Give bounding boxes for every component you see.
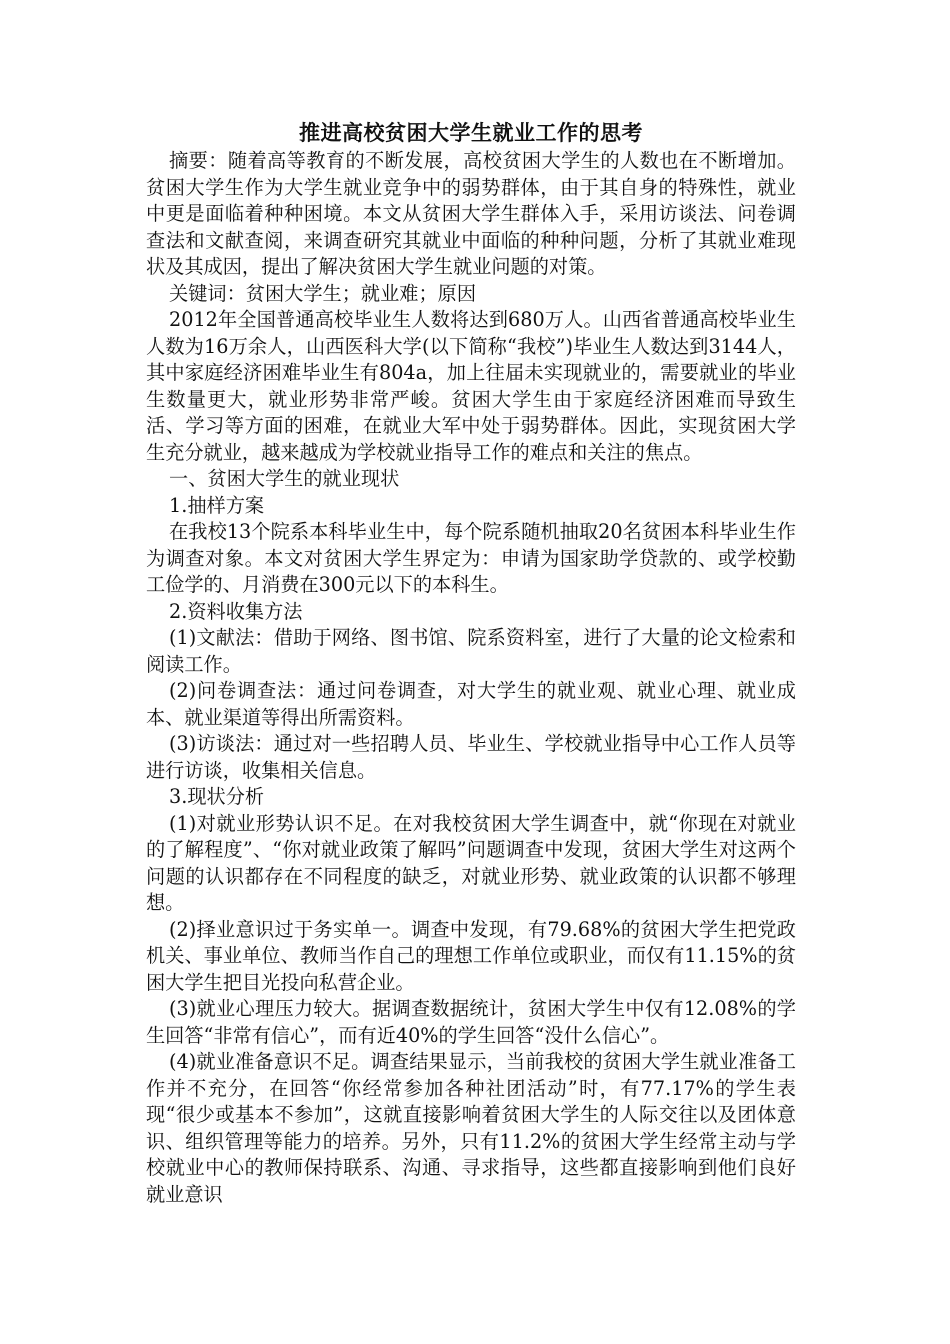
sampling-paragraph: 在我校13个院系本科毕业生中，每个院系随机抽取20名贫困本科毕业生作为调查对象。本文对贫困大学生界定为：申请为国家助学贷款的、或学校勤工俭学的、月消费在300元以下的本科生。	[146, 520, 796, 596]
intro-paragraph: 2012年全国普通高校毕业生人数将达到680万人。山西省普通高校毕业生人数为16万余人，山西医科大学(以下简称“我校”)毕业生人数达到3144人，其中家庭经济困难毕业生有804a，加上往届未实现就业的，需要就业的毕业生数量更大，就业形势非常严峻。贫困大学生由于家庭经济困难而导致生活、学习等方面的困难，在就业大军中处于弱势群体。因此，实现贫困大学生充分就业，越来越成为学校就业指导工作的难点和关注的焦点。	[146, 308, 796, 464]
method-interview: (3)访谈法：通过对一些招聘人员、毕业生、学校就业指导中心工作人员等进行访谈，收集相关信息。	[146, 732, 796, 782]
subsection-heading-3: 3.现状分析	[169, 785, 265, 808]
document-title: 推进高校贫困大学生就业工作的思考	[299, 121, 643, 145]
abstract-paragraph: 摘要：随着高等教育的不断发展，高校贫困大学生的人数也在不断增加。贫困大学生作为大学生就业竞争中的弱势群体，由于其自身的特殊性，就业中更是面临着种种困境。本文从贫困大学生群体入手，采用访谈法、问卷调查法和文献查阅，来调查研究其就业中面临的种种问题，分析了其就业难现状及其成因，提出了解决贫困大学生就业问题的对策。	[146, 149, 796, 278]
method-literature: (1)文献法：借助于网络、图书馆、院系资料室，进行了大量的论文检索和阅读工作。	[146, 626, 796, 676]
analysis-point-3: (3)就业心理压力较大。据调查数据统计，贫困大学生中仅有12.08%的学生回答“非常有信心”，而有近40%的学生回答“没什么信心”。	[146, 997, 796, 1047]
analysis-point-4: (4)就业准备意识不足。调查结果显示，当前我校的贫困大学生就业准备工作并不充分，在回答“你经常参加各种社团活动”时，有77.17%的学生表现“很少或基本不参加”，这就直接影响着贫困大学生的人际交往以及团体意识、组织管理等能力的培养。另外，只有11.2%的贫困大学生经常主动与学校就业中心的教师保持联系、沟通、寻求指导，这些都直接影响到他们良好就业意识	[146, 1050, 796, 1206]
subsection-heading-1: 1.抽样方案	[169, 493, 265, 517]
analysis-point-1: (1)对就业形势认识不足。在对我校贫困大学生调查中，就“你现在对就业的了解程度”、“你对就业政策了解吗”问题调查中发现，贫困大学生对这两个问题的认识都存在不同程度的缺乏，对就业形势、就业政策的认识都不够理想。	[146, 811, 796, 914]
document-body	[146, 118, 796, 1208]
method-questionnaire: (2)问卷调查法：通过问卷调查，对大学生的就业观、就业心理、就业成本、就业渠道等得出所需资料。	[146, 679, 796, 729]
keywords-paragraph: 关键词：贫困大学生；就业难；原因	[169, 281, 477, 305]
section-heading-1: 一、贫困大学生的就业现状	[169, 467, 400, 490]
analysis-point-2: (2)择业意识过于务实单一。调查中发现，有79.68%的贫困大学生把党政机关、事业单位、教师当作自己的理想工作单位或职业，而仅有11.15%的贫困大学生把目光投向私营企业。	[146, 917, 796, 994]
subsection-heading-2: 2.资料收集方法	[169, 599, 303, 623]
